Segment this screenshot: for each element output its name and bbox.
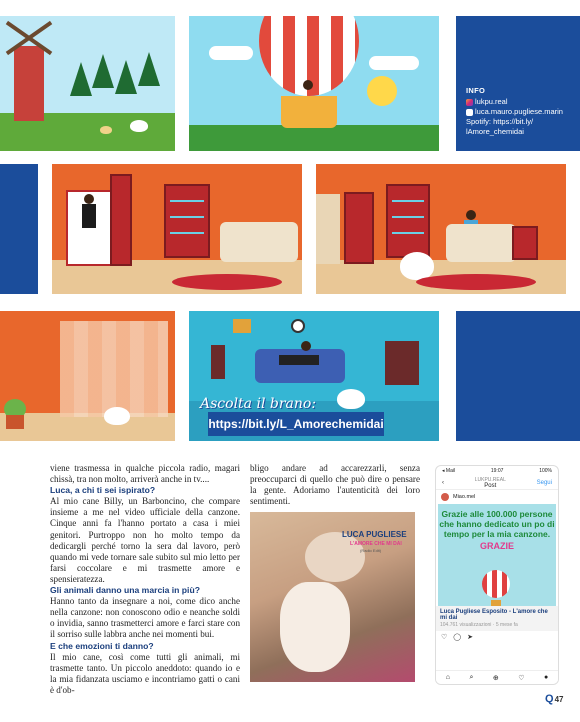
article-question: Gli animali danno una marcia in più? xyxy=(50,585,200,596)
tab-bar xyxy=(436,670,558,684)
avatar xyxy=(441,493,449,501)
article-paragraph: viene trasmessa in qualche piccola radio, magari chissà, tra non molto, arriverà anche in tv.... xyxy=(50,463,240,485)
blue-block-left xyxy=(0,164,38,294)
room-illustration-2 xyxy=(316,164,566,294)
article-column-1 xyxy=(50,463,240,696)
spotify-line-1[interactable]: Spotify: https://bit.ly/ xyxy=(466,117,534,126)
room-illustration-3 xyxy=(0,311,175,441)
nav-title: Post xyxy=(484,482,497,489)
album-title: L'AMORE CHE MI DAI xyxy=(350,541,402,547)
magazine-logo: Q xyxy=(545,693,554,705)
status-bar xyxy=(436,466,558,476)
article-paragraph: Al mio cane Billy, un Barboncino, che compare insieme a me nel video ufficiale della canzone. Cinque anni fa l'hanno portato a casa i miei genitori. Purtroppo non ho molto tempo da dedicargli perché torno la sera dal lavoro, però quando mi vede tornare sale subito sul mio letto per farsi coccolare e mi trasmette amore e spensieratezza. xyxy=(50,496,240,584)
post-caption xyxy=(436,606,558,631)
profile-icon[interactable]: ● xyxy=(543,674,549,681)
article-column-2: bligo andare ad accarezzarli, senza preoccuparci di quello che può dire o pensare la gente. Adoriamo l'autenticità dei loro sentimenti. xyxy=(250,463,420,507)
article-question: E che emozioni ti danno? xyxy=(50,640,154,651)
page-number xyxy=(545,693,563,705)
facebook-line[interactable] xyxy=(466,107,580,117)
blue-block-right xyxy=(456,311,580,441)
heart-icon[interactable]: ♡ xyxy=(441,634,448,641)
balloon-icon xyxy=(482,570,510,598)
heart-tab-icon[interactable]: ♡ xyxy=(518,674,525,682)
search-icon[interactable]: ⌕ xyxy=(469,673,474,681)
instagram-icon xyxy=(466,99,473,106)
room-illustration-1 xyxy=(52,164,302,294)
instagram-handle: lukpu.real xyxy=(475,97,508,106)
post-user[interactable] xyxy=(436,490,558,504)
info-heading: INFO xyxy=(466,86,486,95)
status-time: 19:07 xyxy=(490,468,504,474)
facebook-handle: luca.mauro.pugliese.marin xyxy=(475,107,563,116)
comment-icon[interactable]: ◯ xyxy=(453,634,462,641)
balloon-illustration xyxy=(189,16,439,151)
spotify-line-2[interactable]: lAmore_chemidai xyxy=(466,127,524,136)
username: Miao.mel xyxy=(453,494,476,500)
page-number-value: 47 xyxy=(554,694,564,704)
battery-level: 100% xyxy=(539,468,552,474)
post-nav xyxy=(436,476,558,490)
follow-button[interactable]: Segui xyxy=(536,479,552,486)
listen-label: Ascolta il brano: xyxy=(200,396,317,412)
nav-user: LUKPU.REAL xyxy=(474,476,506,483)
facebook-icon xyxy=(466,109,473,116)
farm-illustration xyxy=(0,16,175,151)
post-text: Grazie alle 100.000 persone che hanno dedicato un po di tempo per la mia canzone. xyxy=(439,509,555,539)
post-image xyxy=(438,504,556,606)
instagram-phone-screenshot xyxy=(435,465,559,685)
add-icon[interactable]: ⊕ xyxy=(492,674,499,682)
paw-image xyxy=(280,582,350,672)
album-artist: LUCA PUGLIESE xyxy=(342,530,407,539)
caption-title: Luca Pugliese Esposito - L'amore che mi dai xyxy=(440,609,548,621)
album-cover xyxy=(250,512,415,682)
back-icon[interactable]: ‹ xyxy=(442,479,444,486)
info-box xyxy=(456,16,580,151)
instagram-line[interactable] xyxy=(466,97,580,107)
share-icon[interactable]: ➤ xyxy=(467,634,473,641)
caption-meta: 104.761 visualizzazioni · 5 mese fa xyxy=(440,622,518,628)
post-badge: GRAZIE xyxy=(479,541,514,551)
post-actions xyxy=(436,631,558,643)
status-left: ◂ Mail xyxy=(442,468,456,474)
article-paragraph: Il mio cane, così come tutti gli animali, mi trasmette tanto. Un piccolo aneddoto: quando io e la mia fidanzata usciamo e incontriamo gatti o cani è d'ob- xyxy=(50,651,240,695)
album-subtitle: (Radio Edit) xyxy=(360,548,382,553)
article-paragraph: Hanno tanto da insegnare a noi, come dico anche nella canzone: non conoscono odio e neanche soldi o invidia, sanno trasmetterci amore e farci stare con il sorriso sulle labbra anche nei momenti bui. xyxy=(50,596,240,640)
listen-link-button[interactable]: https://bit.ly/L_Amorechemidai xyxy=(208,412,384,436)
home-icon[interactable]: ⌂ xyxy=(445,674,450,681)
article-question: Luca, a chi ti sei ispirato? xyxy=(50,485,156,496)
